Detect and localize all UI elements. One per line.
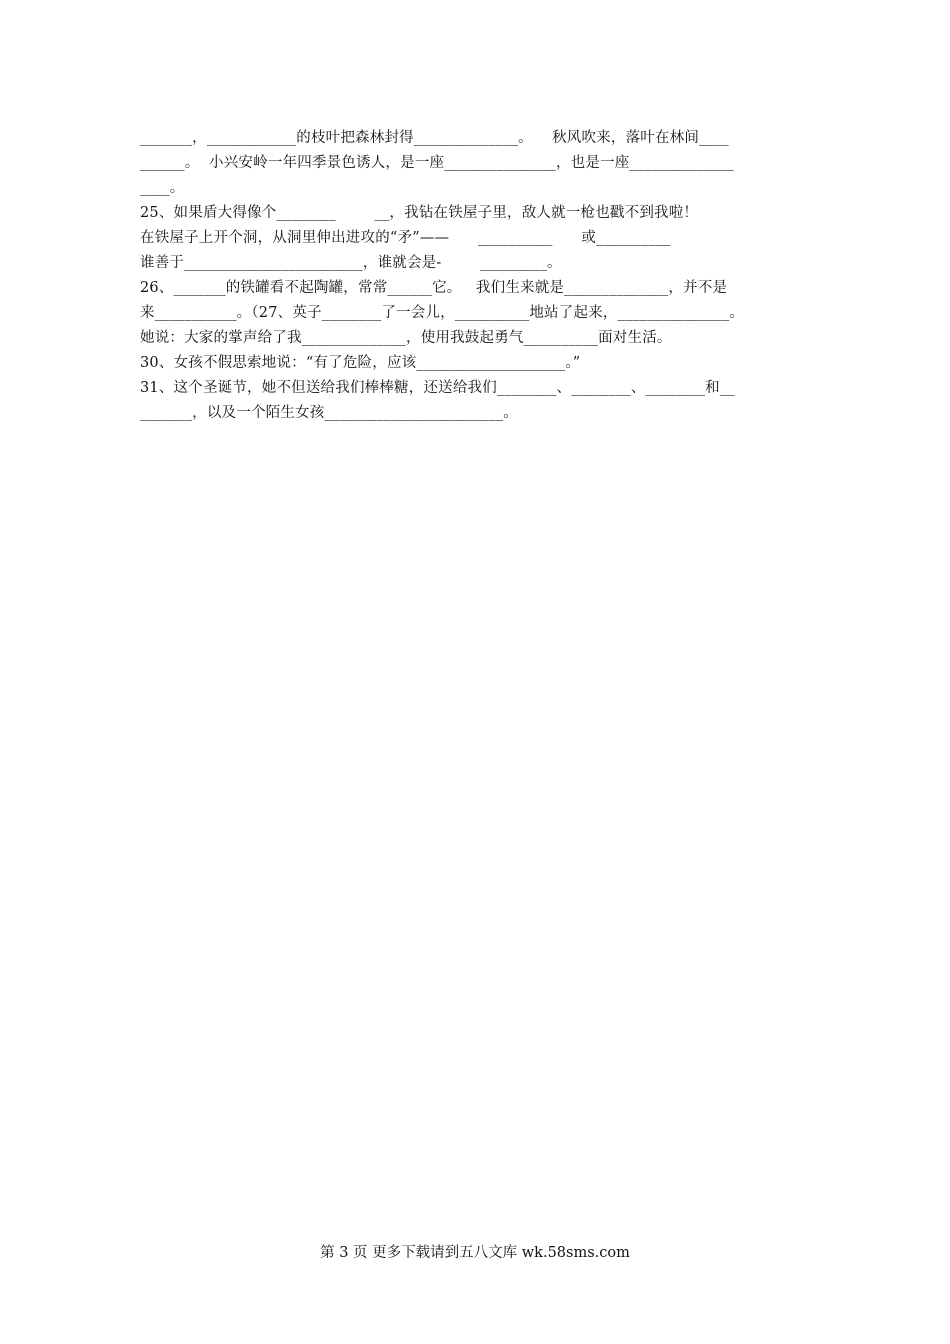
question-27-line-2: 她说：大家的掌声给了我______________，使用我鼓起勇气__________面对生活。 — [140, 330, 672, 346]
page-footer: 第 3 页 更多下载请到五八文库 wk.58sms.com — [320, 1245, 630, 1261]
question-30-line: 30、女孩不假思索地说：“有了危险，应该____________________。” — [140, 355, 581, 371]
question-25-line-1: 25、如果盾大得像个________ __，我钻在铁屋子里，敌人就一枪也戳不到我啦！ — [140, 205, 699, 221]
question-25-line-3: 谁善于________________________，谁就会是- _________。 — [140, 255, 562, 271]
text-line-3: ____。 — [140, 180, 185, 196]
text-line-1: _______，____________的枝叶把森林封得______________。 秋风吹来，落叶在林间____ — [140, 130, 729, 146]
question-25-line-2: 在铁屋子上开个洞，从洞里伸出进攻的“矛”—— __________ 或__________ — [140, 230, 671, 246]
question-31-line-2: _______，以及一个陌生女孩________________________。 — [140, 405, 518, 421]
question-31-line-1: 31、这个圣诞节，她不但送给我们棒棒糖，还送给我们________、________、________和__ — [140, 380, 735, 396]
text-line-2: ______。 小兴安岭一年四季景色诱人，是一座_______________，也是一座______________ — [140, 155, 734, 171]
question-26-line-1: 26、_______的铁罐看不起陶罐，常常______它。 我们生来就是______________，并不是 — [140, 280, 728, 296]
document-body — [140, 126, 830, 426]
question-26-27-line: 来___________。（27、英子________了一会儿，__________地站了起来，_______________。 — [140, 305, 744, 321]
